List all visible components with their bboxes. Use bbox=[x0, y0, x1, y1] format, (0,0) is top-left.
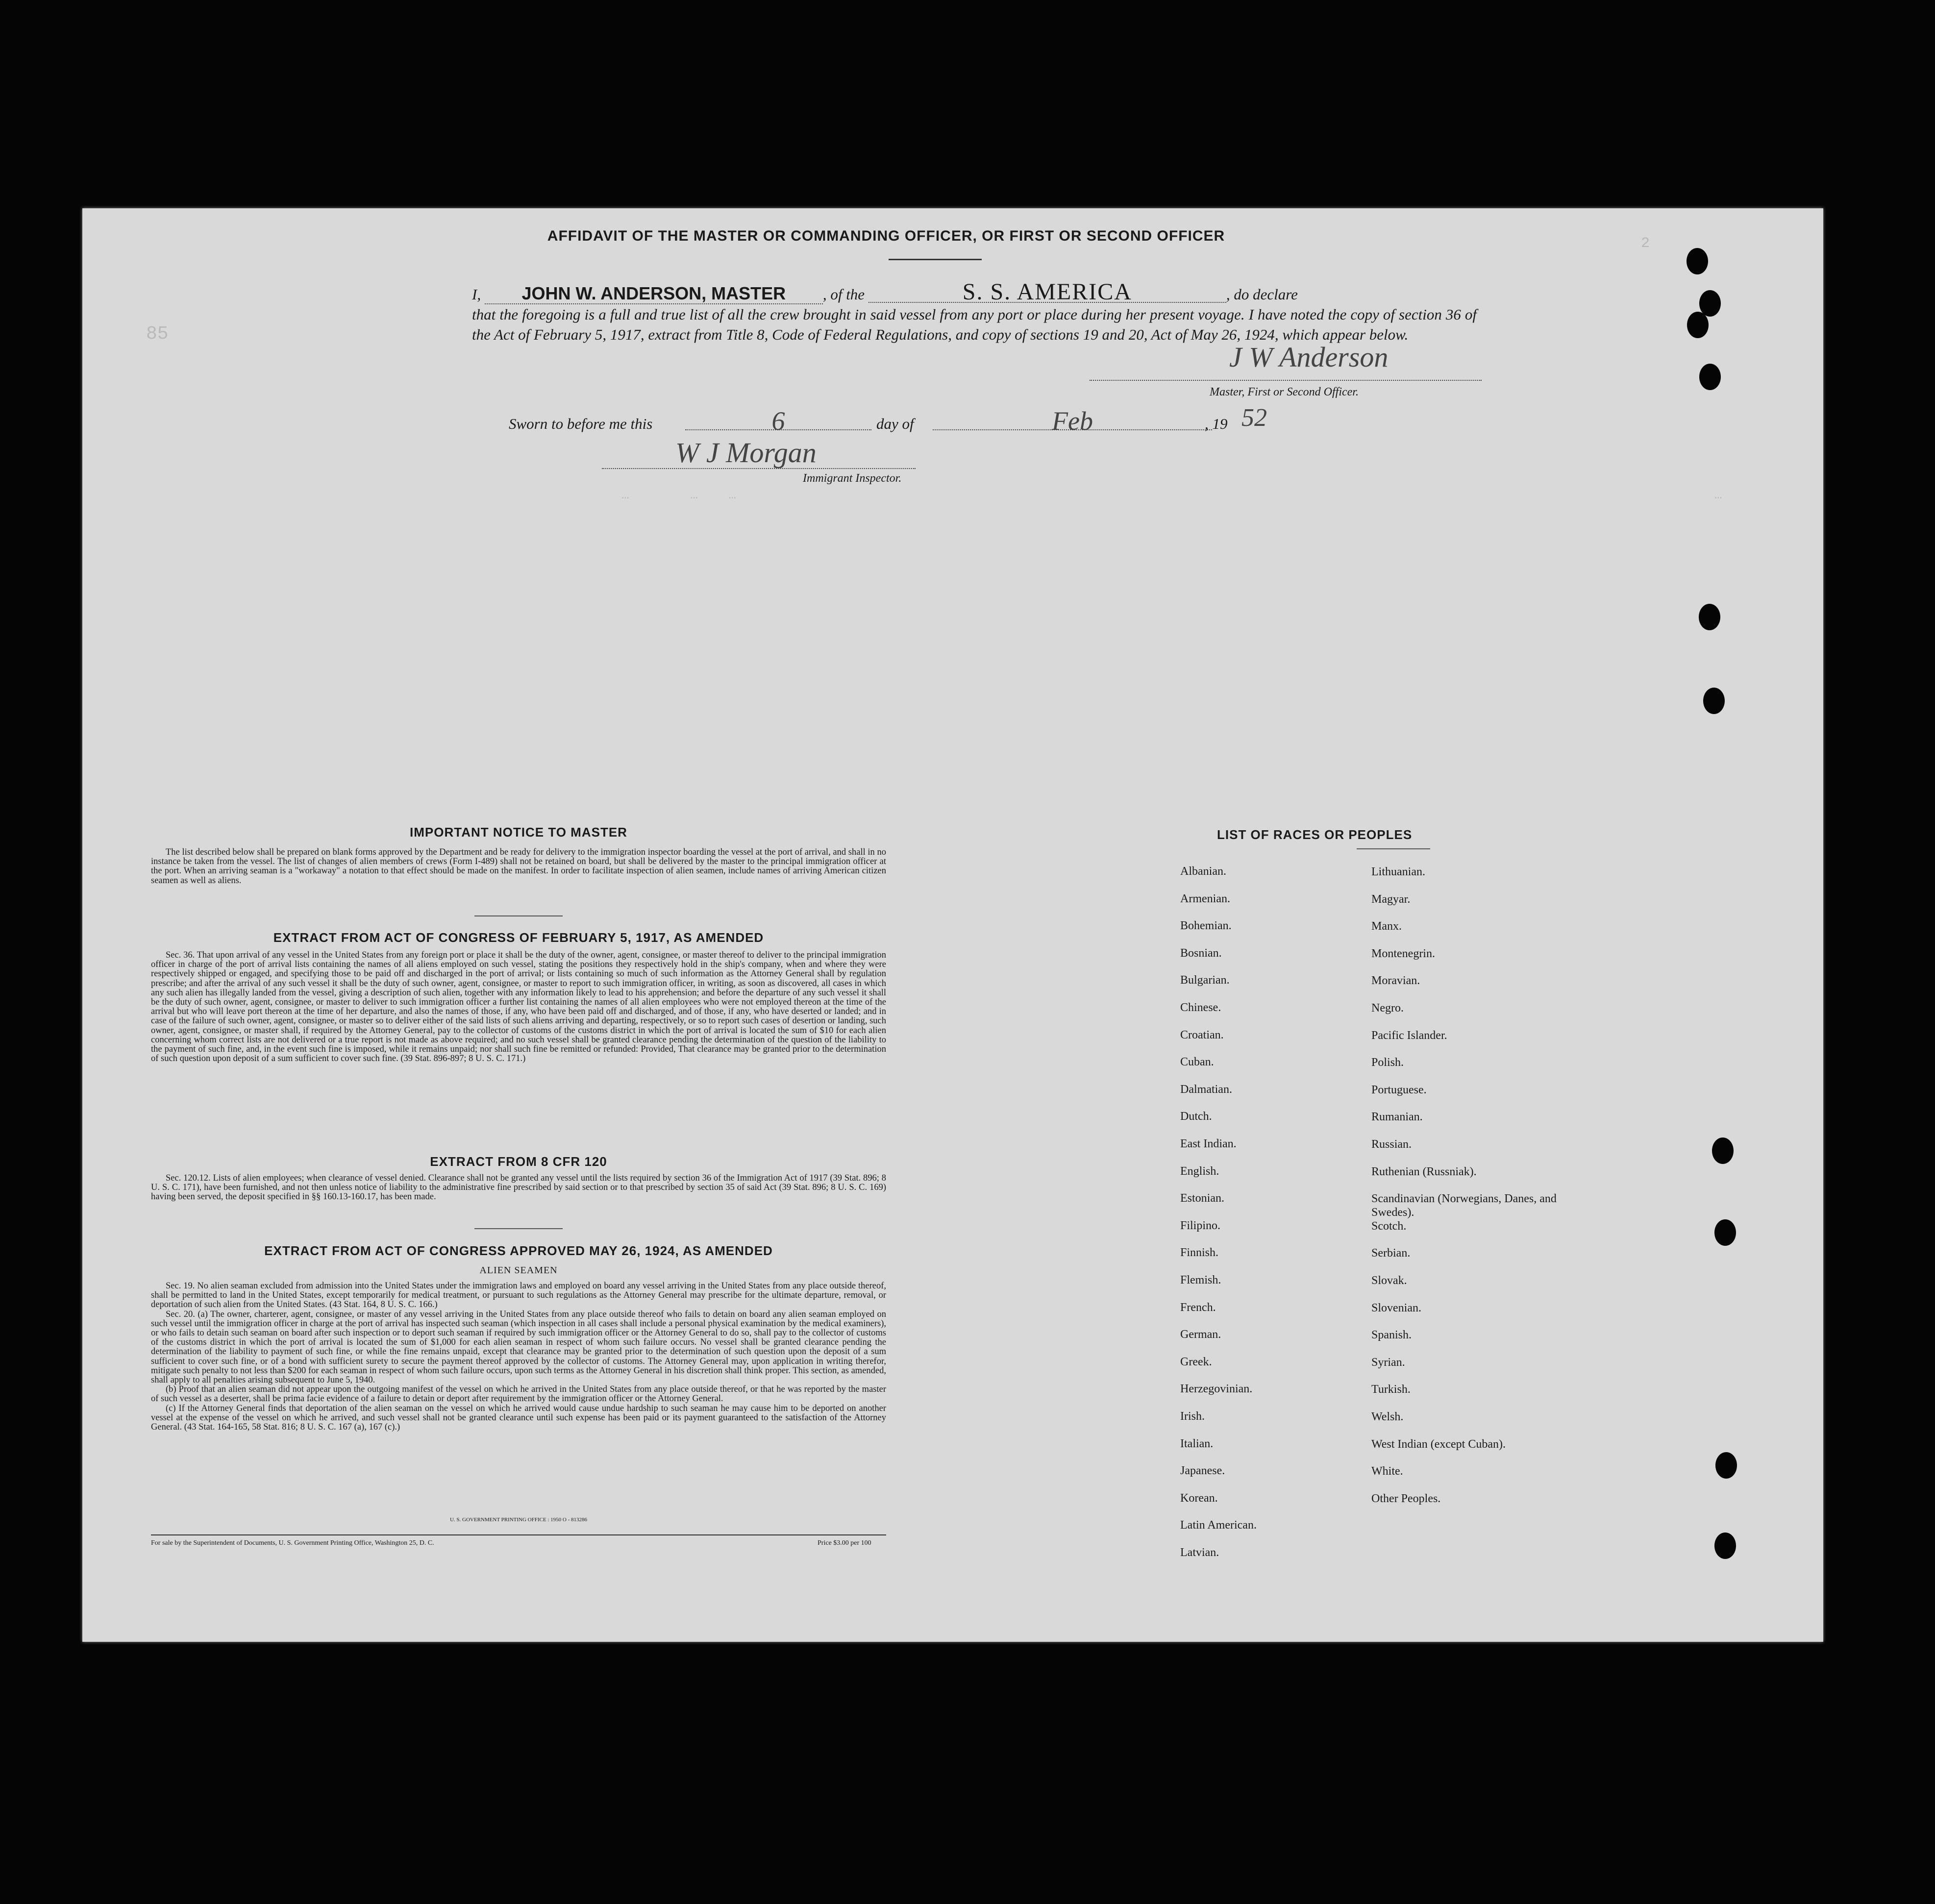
punch-hole bbox=[1699, 364, 1721, 390]
inspector-caption: Immigrant Inspector. bbox=[803, 472, 902, 485]
race-item: Japanese. bbox=[1180, 1464, 1225, 1478]
notice-paragraph: The list described below shall be prepared on blank forms approved by the Department and be ready for delivery to the immigration inspector boarding the vessel at the port of arrival, and shall in no instance be taken from the vessel. The list of changes of alien members of crews (Form I-489) shall not be retained on board, but shall be delivered by the master to the principal immigration officer at the port. When an arriving seaman is a "workaway" a notation to that effect should be made on the manifest. In order to facilitate inspection of alien seamen, include names of arriving American citizen seamen as well as aliens. bbox=[151, 847, 886, 886]
bleed-through-mark: 85 bbox=[146, 323, 169, 345]
race-item: Rumanian. bbox=[1371, 1111, 1423, 1124]
gpo-imprint: U. S. GOVERNMENT PRINTING OFFICE : 1950 O - 813286 bbox=[449, 1517, 587, 1523]
race-item: Russian. bbox=[1371, 1138, 1412, 1151]
footer-rule bbox=[151, 1534, 886, 1535]
section-19-text: Sec. 19. No alien seaman excluded from admission into the United States under the immigration laws and employed on board any vessel arriving in the United States from any place outside thereof, shall be permitted to land in the United States, except temporarily for medical treatment, or pursuant to such regulations as the Attorney General may prescribe for the ultimate departure, removal, or deportation of such alien from the United States. (43 Stat. 164, 8 U. S. C. 166.) bbox=[151, 1281, 886, 1310]
sworn-day-value: 6 bbox=[771, 406, 785, 436]
day-of-label: day of bbox=[876, 415, 914, 432]
race-item: Korean. bbox=[1180, 1491, 1218, 1505]
race-item: Slovak. bbox=[1371, 1274, 1407, 1287]
affidavit-do-declare: , do declare bbox=[1226, 286, 1298, 303]
punch-hole bbox=[1687, 312, 1709, 338]
race-item: Other Peoples. bbox=[1371, 1492, 1441, 1505]
affidavit-title: AFFIDAVIT OF THE MASTER OR COMMANDING OFFICER, OR FIRST OR SECOND OFFICER bbox=[547, 228, 1225, 244]
races-title-rule bbox=[1357, 848, 1430, 849]
master-name-field: JOHN W. ANDERSON, MASTER bbox=[485, 283, 823, 304]
affidavit-body: that the foregoing is a full and true list of all the crew brought in said vessel from any port or place during her present voyage. I have noted the copy of section 36 of the Act of February 5, 1917, extract from Title 8, Code of Federal Regulations, and copy of sections 19 and 20, Act of May 26, 1924, which appear below. bbox=[472, 306, 1477, 343]
race-item: English. bbox=[1180, 1164, 1219, 1178]
punch-hole bbox=[1712, 1137, 1734, 1164]
race-item: Negro. bbox=[1371, 1002, 1404, 1014]
race-item: Latin American. bbox=[1180, 1519, 1257, 1532]
race-item: Flemish. bbox=[1180, 1274, 1221, 1286]
alien-seamen-subtitle: ALIEN SEAMEN bbox=[479, 1265, 558, 1276]
inspector-signature: W J Morgan bbox=[675, 437, 817, 469]
extract-cfr-body bbox=[151, 1174, 886, 1202]
race-item: Dutch. bbox=[1180, 1110, 1212, 1123]
punch-hole bbox=[1714, 1533, 1736, 1559]
section-divider bbox=[474, 1228, 563, 1229]
punch-hole bbox=[1714, 1219, 1736, 1246]
notice-title: IMPORTANT NOTICE TO MASTER bbox=[410, 825, 627, 840]
race-item: German. bbox=[1180, 1328, 1221, 1341]
races-title: LIST OF RACES OR PEOPLES bbox=[1217, 827, 1413, 842]
document-page bbox=[82, 208, 1823, 1642]
race-item: Serbian. bbox=[1371, 1247, 1411, 1260]
bleed-through-mark: … … … bbox=[621, 488, 737, 502]
race-item: Bulgarian. bbox=[1180, 974, 1230, 987]
race-item: Portuguese. bbox=[1371, 1083, 1427, 1096]
race-item: Welsh. bbox=[1371, 1410, 1404, 1423]
race-item: Cuban. bbox=[1180, 1056, 1214, 1069]
race-item: Chinese. bbox=[1180, 1001, 1221, 1014]
extract-1924-title: EXTRACT FROM ACT OF CONGRESS APPROVED MAY 26, 1924, AS AMENDED bbox=[264, 1243, 773, 1258]
race-item: Greek. bbox=[1180, 1355, 1212, 1368]
extract-1917-body bbox=[151, 951, 886, 1063]
race-item: Montenegrin. bbox=[1371, 947, 1435, 960]
year-prefix: , 19 bbox=[1205, 415, 1228, 432]
sale-notice: For sale by the Superintendent of Documents, U. S. Government Printing Office, Washington 25, D. C. bbox=[151, 1539, 434, 1547]
race-item: Moravian. bbox=[1371, 974, 1420, 988]
section-20c-text: (c) If the Attorney General finds that deportation of the alien seaman on the vessel on which he arrived would cause undue hardship to such seaman he may cause him to be deported on another vessel at the expense of the vessel on which he arrived, and such vessel shall not be granted clearance until such expense has been paid or its payment guaranteed to the satisfaction of the Attorney General. (43 Stat. 164-165, 58 Stat. 816; 8 U. S. C. 167 (a), 167 (c).) bbox=[151, 1403, 886, 1433]
section-36-text: Sec. 36. That upon arrival of any vessel in the United States from any foreign port or place it shall be the duty of the owner, agent, consignee, or master thereof to deliver to the principal immigration officer in charge of the port of arrival lists containing the names of all aliens employed on such vessel, stating the positions they respectively hold in the ship's company, when and where they were respectively shipped or engaged, and specifying those to be paid off and discharged in the port of arrival; or lists containing so much of such information as the Attorney General shall by regulation prescribe; and after the arrival of any such vessel it shall be the duty of such owner, agent, consignee, or master to report to such immigration officer, in writing, as soon as discovered, all cases in which any such alien has illegally landed from the vessel, giving a description of such alien, together with any information likely to lead to his apprehension; and before the departure of any such vessel it shall be the duty of such owner, agent, consignee, or master to deliver to such immigration officer a further list containing the names of all alien employees who were not employed thereon at the time of the arrival but who will leave port thereon at the time of her departure, and also the names of those, if any, who have been paid off and discharged, and of those, if any, who have deserted or landed; and in case of the failure of such owner, agent, consignee, or master so to deliver either of the said lists of such aliens arriving and departing, respectively, or so to report such cases of desertion or landing, such owner, agent, consignee, or master shall, if required by the Attorney General, pay to the collector of customs of the customs district in which the port of arrival is located the sum of $10 for each alien concerning whom correct lists are not delivered or a true report is not made as above required; and no such vessel shall be granted clearance pending the determination of the question of the liability to the payment of such fine, and, in the event such fine is imposed, while it remains unpaid; nor shall such fine be remitted or refunded: Provided, That clearance may be granted prior to the determination of such question upon deposit of a sum sufficient to cover such fine. (39 Stat. 896-897; 8 U. S. C. 171.) bbox=[151, 950, 886, 1064]
sworn-label: Sworn to before me this bbox=[509, 415, 653, 432]
race-item: East Indian. bbox=[1180, 1137, 1237, 1150]
extract-1924-body bbox=[151, 1282, 886, 1432]
extract-cfr-title: EXTRACT FROM 8 CFR 120 bbox=[430, 1154, 607, 1169]
race-item: Filipino. bbox=[1180, 1219, 1221, 1232]
race-item: Irish. bbox=[1180, 1410, 1205, 1423]
race-item: Syrian. bbox=[1371, 1356, 1405, 1369]
race-item: West Indian (except Cuban). bbox=[1371, 1437, 1506, 1451]
race-item: White. bbox=[1371, 1465, 1403, 1478]
race-item: Lithuanian. bbox=[1371, 865, 1425, 878]
section-divider bbox=[474, 915, 563, 916]
race-item: Bosnian. bbox=[1180, 946, 1222, 960]
inspector-signature-line bbox=[602, 439, 916, 469]
extract-1917-title: EXTRACT FROM ACT OF CONGRESS OF FEBRUARY 5, 1917, AS AMENDED bbox=[273, 930, 764, 945]
race-item: Magyar. bbox=[1371, 892, 1411, 906]
affidavit-i: I, bbox=[472, 286, 481, 303]
race-item: Slovenian. bbox=[1371, 1301, 1421, 1314]
race-item: Manx. bbox=[1371, 920, 1402, 933]
affidavit-of-the: , of the bbox=[822, 286, 865, 303]
section-20b-text: (b) Proof that an alien seaman did not appear upon the outgoing manifest of the vessel on which he arrived in the United States from any place outside thereof, or that he was reported by the master of such vessel as a deserter, shall be prima facie evidence of a failure to detain or deport after requirement by the immigration officer or the Attorney General. bbox=[151, 1385, 886, 1404]
notice-body bbox=[151, 848, 886, 886]
race-item: Bohemian. bbox=[1180, 919, 1232, 933]
punch-hole bbox=[1699, 604, 1720, 630]
sworn-day-field bbox=[685, 406, 871, 436]
punch-hole bbox=[1715, 1452, 1737, 1479]
master-signature: J W Anderson bbox=[1229, 341, 1389, 373]
race-item: Spanish. bbox=[1371, 1329, 1412, 1342]
race-item: Armenian. bbox=[1180, 892, 1230, 905]
race-item: French. bbox=[1180, 1301, 1216, 1314]
bleed-through-mark: … bbox=[1714, 488, 1722, 502]
section-20a-text: Sec. 20. (a) The owner, charterer, agent, consignee, or master of any vessel arriving in the United States from any place outside thereof who fails to detain on board any alien seaman employed on such vessel until the immigration officer in charge at the port of arrival has inspected such seaman (which inspection in all cases shall include a personal physical examination by the medical examiners), or who fails to detain such seaman on board after such inspection or to deport such seaman if required by such immigration officer or the Attorney General to do so, shall pay to the collector of customs of the customs district in which the port of arrival is located the sum of $1,000 for each alien seaman in respect of whom such failure occurs. No vessel shall be granted clearance pending the determination of the liability to payment of such fine, or while the fine remains unpaid, except that clearance may be granted prior to the determination of such question upon the deposit of a sum sufficient to cover such fine, or of a bond with sufficient surety to secure the payment thereof approved by the collector of customs. The Attorney General may, upon application in writing therefor, mitigate such penalty to not less than $200 for each seaman in respect of whom such failure occurs, upon such terms as the Attorney General in his discretion shall think proper. This section, as amended, shall apply to all penalties arising subsequent to June 5, 1940. bbox=[151, 1309, 886, 1385]
sworn-month-field bbox=[933, 406, 1212, 436]
race-item: Pacific Islander. bbox=[1371, 1029, 1447, 1042]
race-item: Finnish. bbox=[1180, 1246, 1219, 1260]
bleed-through-mark: 2 bbox=[1641, 235, 1650, 252]
race-item: Dalmatian. bbox=[1180, 1083, 1232, 1096]
race-item: Croatian. bbox=[1180, 1028, 1224, 1041]
master-signature-line bbox=[1090, 341, 1482, 381]
title-divider bbox=[889, 259, 982, 260]
race-item: Polish. bbox=[1371, 1056, 1404, 1069]
price-notice: Price $3.00 per 100 bbox=[818, 1539, 871, 1547]
punch-hole bbox=[1687, 248, 1708, 274]
race-item: Estonian. bbox=[1180, 1192, 1224, 1205]
sworn-month-value: Feb bbox=[1052, 406, 1093, 436]
race-item: Herzegovinian. bbox=[1180, 1383, 1253, 1396]
race-item: Albanian. bbox=[1180, 865, 1226, 878]
race-item: Turkish. bbox=[1371, 1383, 1411, 1396]
master-signature-caption: Master, First or Second Officer. bbox=[1210, 386, 1359, 398]
race-item: Scotch. bbox=[1371, 1219, 1407, 1233]
vessel-name-field: S. S. AMERICA bbox=[868, 282, 1226, 303]
race-item: Ruthenian (Russniak). bbox=[1371, 1165, 1477, 1178]
race-item: Latvian. bbox=[1180, 1546, 1219, 1559]
affidavit-declaration bbox=[472, 279, 1477, 345]
race-item: Scandinavian (Norwegians, Danes, and Swedes). bbox=[1371, 1192, 1557, 1219]
section-120-12-text: Sec. 120.12. Lists of alien employees; when clearance of vessel denied. Clearance shall not be granted any vessel until the lists required by section 36 of the Immigration Act of 1917 (39 Stat. 896; 8 U. S. C. 171), have been furnished, and not then unless notice of liability to the administrative fine prescribed by said section or to that prescribed by section 35 of said Act (39 Stat. 896; 8 U. S. C. 169) having been served, the deposit specified in §§ 160.13-160.17, has been made. bbox=[151, 1173, 886, 1202]
sworn-year-value: 52 bbox=[1241, 404, 1267, 432]
punch-hole bbox=[1703, 688, 1725, 714]
race-item: Italian. bbox=[1180, 1437, 1214, 1450]
